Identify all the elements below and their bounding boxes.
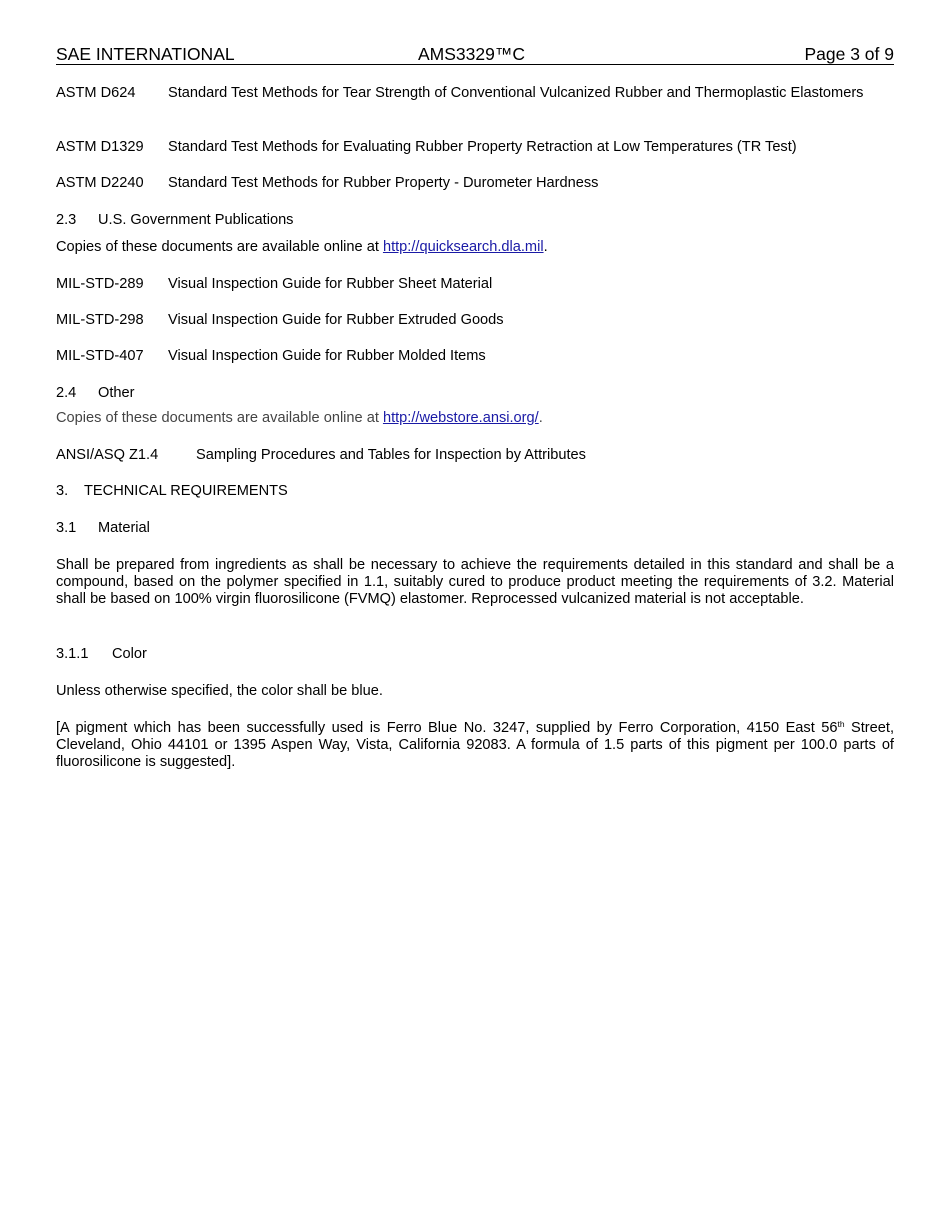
reference-entry <box>56 276 894 293</box>
header-org: SAE INTERNATIONAL <box>56 44 235 64</box>
color-paragraph: Unless otherwise specified, the color shall be blue. <box>56 683 383 699</box>
period: . <box>543 239 548 255</box>
section-heading-2-4 <box>56 385 894 402</box>
header-doc-id: AMS3329™C <box>418 44 525 64</box>
reference-code: ASTM D2240 <box>56 175 144 191</box>
reference-code: ASTM D624 <box>56 85 136 101</box>
section-number: 3. <box>56 483 69 499</box>
reference-code: ASTM D1329 <box>56 139 144 155</box>
header-page-number: Page 3 of 9 <box>804 44 894 64</box>
section-title: TECHNICAL REQUIREMENTS <box>84 483 288 499</box>
page-header <box>56 44 894 65</box>
reference-code: ANSI/ASQ Z1.4 <box>56 447 159 463</box>
reference-entry <box>56 447 894 464</box>
reference-entry <box>56 312 894 329</box>
reference-entry <box>56 85 894 119</box>
reference-title: Standard Test Methods for Rubber Property - Durometer Hardness <box>168 175 599 191</box>
section-number: 3.1 <box>56 520 77 536</box>
section-heading-3-1-1 <box>56 646 894 663</box>
quicksearch-link[interactable]: http://quicksearch.dla.mil <box>382 239 544 255</box>
section-number: 3.1.1 <box>56 646 89 662</box>
section-number: 2.3 <box>56 212 77 228</box>
section-title: U.S. Government Publications <box>98 212 294 228</box>
section-title: Material <box>98 520 150 536</box>
reference-title: Standard Test Methods for Tear Strength of Conventional Vulcanized Rubber and Thermoplastic Elastomers <box>168 85 864 101</box>
reference-title: Visual Inspection Guide for Rubber Extruded Goods <box>168 312 504 328</box>
section-title: Color <box>112 646 147 662</box>
pigment-note-paragraph <box>56 720 894 771</box>
section-heading-3 <box>56 483 894 500</box>
availability-text: Copies of these documents are available online at <box>56 239 383 255</box>
reference-entry <box>56 139 894 156</box>
pigment-note-text: [A pigment which has been successfully used is Ferro Blue No. 3247, supplied by Ferro Corporation, 4150 East 56 <box>56 720 838 736</box>
reference-code: MIL-STD-298 <box>56 312 144 328</box>
reference-entry <box>56 348 894 365</box>
reference-title: Sampling Procedures and Tables for Inspection by Attributes <box>196 447 586 463</box>
section-number: 2.4 <box>56 385 77 401</box>
reference-entry <box>56 175 894 192</box>
pigment-note-text: Street, Cleveland, Ohio 44101 or 1395 Aspen Way, Vista, California 92083. A formula of 1.5 parts of this pigment per 100.0 parts of fluorosilicone is suggested]. <box>56 720 895 770</box>
reference-title: Visual Inspection Guide for Rubber Molded Items <box>168 348 486 364</box>
period: . <box>538 410 543 426</box>
section-heading-2-3 <box>56 212 894 229</box>
availability-text: Copies of these documents are available online at <box>56 410 383 426</box>
reference-code: MIL-STD-407 <box>56 348 144 364</box>
ordinal-suffix: th <box>837 719 845 729</box>
reference-title: Visual Inspection Guide for Rubber Sheet Material <box>168 276 493 292</box>
availability-paragraph <box>56 239 894 256</box>
reference-title: Standard Test Methods for Evaluating Rubber Property Retraction at Low Temperatures (TR Test) <box>168 139 797 155</box>
section-title: Other <box>98 385 135 401</box>
section-heading-3-1 <box>56 520 894 537</box>
material-paragraph: Shall be prepared from ingredients as shall be necessary to achieve the requirements detailed in this standard and shall be a compound, based on the polymer specified in 1.1, suitably cured to produce product meeting the requirements of 3.2. Material shall be based on 100% virgin fluorosilicone (FVMQ) elastomer. Reprocessed vulcanized material is not acceptable. <box>56 557 894 607</box>
ansi-webstore-link[interactable]: http://webstore.ansi.org/ <box>382 410 539 426</box>
reference-code: MIL-STD-289 <box>56 276 144 292</box>
availability-paragraph <box>56 410 894 427</box>
